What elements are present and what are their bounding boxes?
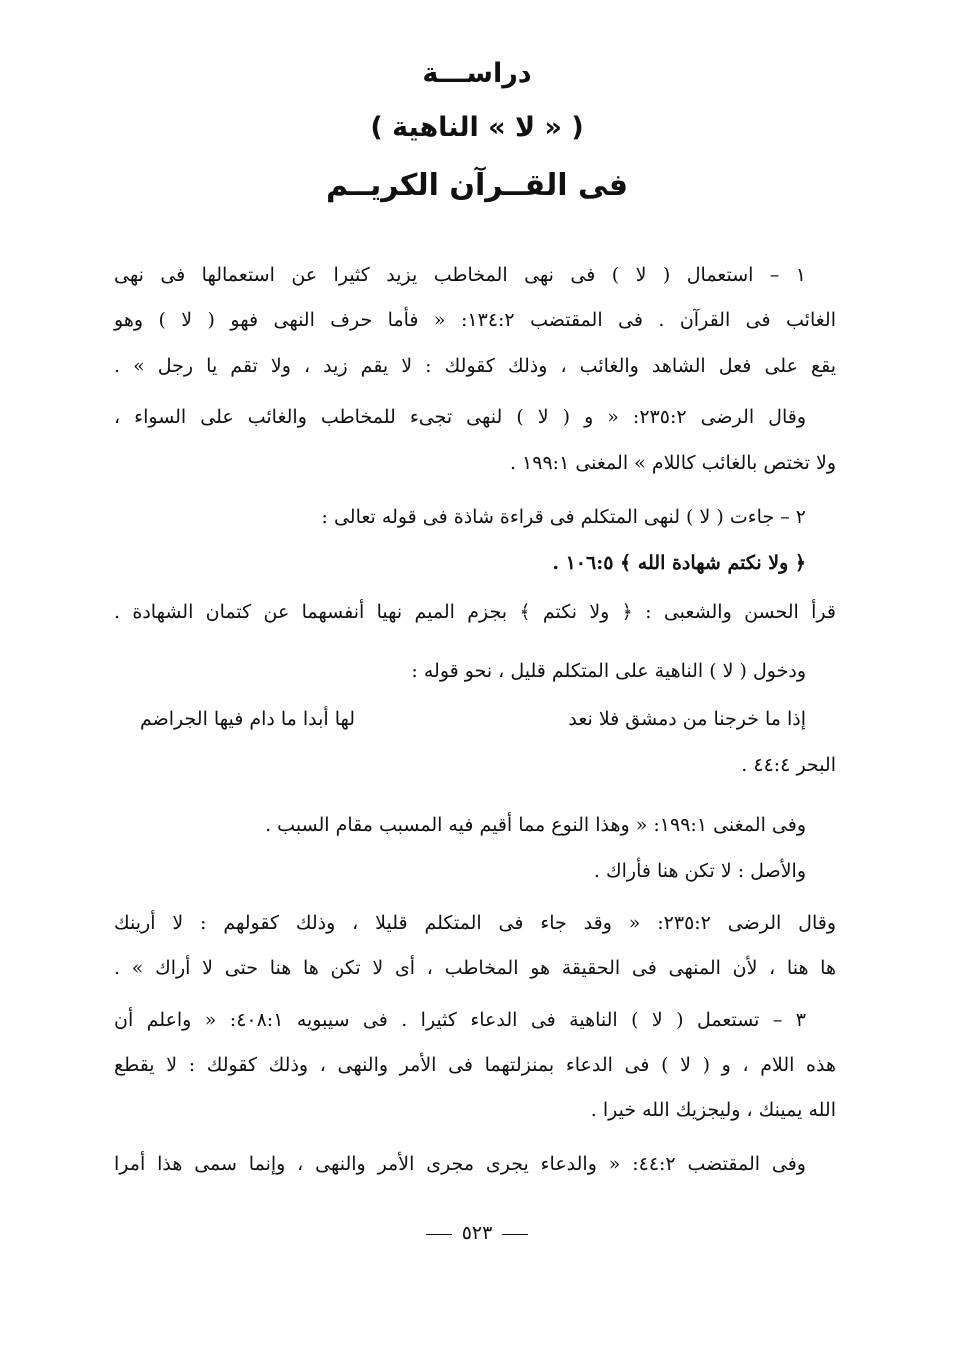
paragraph-line: ها هنا ، لأن المنهى فى الحقيقة هو المخاطب ، أى لا تكن ها هنا حتى لا أراك » . <box>114 957 836 979</box>
paragraph-line: وقال الرضى ٢٣٥:٢: « وقد جاء فى المتكلم قليلا ، وذلك كقولهم : لا أرينك <box>114 912 836 934</box>
paragraph-line: قرأ الحسن والشعبى : ﴿ ولا نكتم ﴾ بجزم الميم نهيا أنفسهما عن كتمان الشهادة . <box>114 601 836 623</box>
paragraph-line: ٢ – جاءت ( لا ) لنهى المتكلم فى قراءة شاذة فى قوله تعالى : <box>321 506 806 528</box>
paragraph-line: الله يمينك ، وليجزيك الله خيرا . <box>590 1099 836 1121</box>
paragraph-line: والأصل : لا تكن هنا فأراك . <box>593 860 806 882</box>
footer-dash-left <box>426 1234 452 1235</box>
paragraph-line: هذه اللام ، و ( لا ) فى الدعاء بمنزلتهما فى الأمر والنهى ، وذلك كقولك : لا يقطع <box>114 1054 836 1076</box>
paragraph-line: البحر ٤٤:٤ . <box>741 754 836 776</box>
quran-verse-line: ﴿ ولا نكتم شهادة الله ﴾ ١٠٦:٥ . <box>552 552 806 574</box>
footer-dash-right <box>502 1234 528 1235</box>
verse-second-hemistich: لها أبدا ما دام فيها الجراضم <box>140 708 356 730</box>
paragraph-line: وقال الرضى ٢٣٥:٢: « و ( لا ) لنهى تجىء للمخاطب والغائب على السواء ، <box>114 406 806 428</box>
paragraph-line: وفى المغنى ١٩٩:١: « وهذا النوع مما أقيم فيه المسبب مقام السبب . <box>265 814 806 836</box>
paragraph-line: الغائب فى القرآن . فى المقتضب ١٣٤:٢: « فأما حرف النهى فهو ( لا ) وهو <box>114 309 836 331</box>
title-study: دراســـة <box>422 58 532 89</box>
verse-first-hemistich: إذا ما خرجنا من دمشق فلا نعد <box>568 708 806 730</box>
paragraph-line: يقع على فعل الشاهد والغائب ، وذلك كقولك : لا يقم زيد ، ولا تقم يا رجل » . <box>114 355 836 377</box>
paragraph-line: وفى المقتضب ٤٤:٢: « والدعاء يجرى مجرى الأمر والنهى ، وإنما سمى هذا أمرا <box>114 1153 806 1175</box>
page-footer <box>0 1222 954 1244</box>
title-la-nahiya: ( « لا » الناهية ) <box>370 112 584 143</box>
paragraph-line: ٣ – تستعمل ( لا ) الناهية فى الدعاء كثيرا . فى سيبويه ٤٠٨:١: « واعلم أن <box>114 1009 806 1031</box>
paragraph-line: ودخول ( لا ) الناهية على المتكلم قليل ، نحو قوله : <box>411 660 806 682</box>
page-number: ٥٢٣ <box>461 1222 493 1244</box>
paragraph-line: ١ – استعمال ( لا ) فى نهى المخاطب يزيد كثيرا عن استعمالها فى نهى <box>114 264 806 286</box>
poetry-verse <box>140 704 806 734</box>
paragraph-line: ولا تختص بالغائب كاللام » المغنى ١٩٩:١ . <box>509 452 836 474</box>
title-in-quran: فى القــرآن الكريــم <box>325 168 629 203</box>
